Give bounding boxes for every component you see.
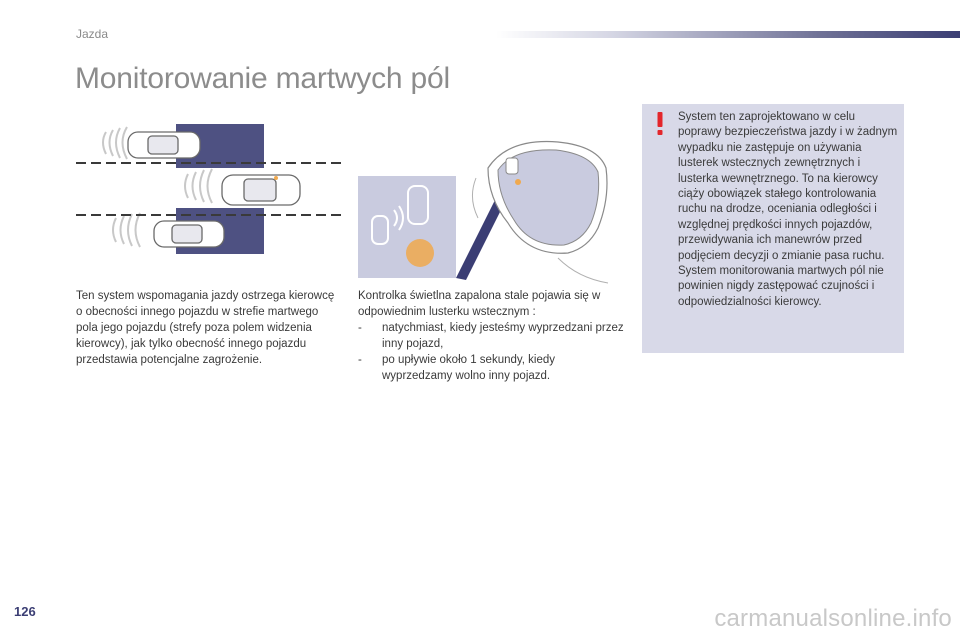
intro-paragraph: Ten system wspomagania jazdy ostrzega kierowcę o obecności innego pojazdu w strefie martwego pola jego pojazdu (strefy poza polem widzenia kierowcy), jak tylko obecność innego pojazdu przedstawia potencjalne zagrożenie. <box>76 290 335 366</box>
page-number: 126 <box>14 604 36 619</box>
warning-box <box>642 104 904 353</box>
exclamation-icon <box>656 112 664 136</box>
list-item <box>358 320 626 352</box>
list-item <box>358 352 626 384</box>
section-label: Jazda <box>76 27 109 41</box>
page-title: Monitorowanie martwych pól <box>75 62 450 95</box>
list-dash: - <box>358 322 362 334</box>
blind-spot-illustration <box>76 118 346 258</box>
indicator-panel <box>358 176 456 278</box>
indicator-description <box>358 288 626 384</box>
condition-list <box>358 320 626 384</box>
warning-text: System ten zaprojektowano w celu poprawy bezpieczeństwa jazdy i w żadnym wypadku nie zastępuje on używania lusterek wstecznych zewnętrznych i lusterka wewnętrznego. To na kierowcy ciąży obowiązek stałego kontrolowania ruchu na drodze, oceniania odległości i względnej prędkości innych pojazdów, przewidywania ich manewrów przed podjęciem decyzji o zmianie pasa ruchu. System monitorowania martwych pól nie powinien nigdy zastępować czujności i odpowiedzialności kierowcy. <box>678 111 898 308</box>
indicator-intro: Kontrolka świetlna zapalona stale pojawia się w odpowiednim lusterku wstecznym : <box>358 290 601 318</box>
list-item-text: po upływie około 1 sekundy, kiedy wyprzedzamy wolno inny pojazd. <box>382 354 556 382</box>
warning-lamp-icon <box>406 239 434 267</box>
list-dash: - <box>358 354 362 366</box>
watermark: carmanualsonline.info <box>714 605 952 632</box>
list-item-text: natychmiast, kiedy jesteśmy wyprzedzani przez inny pojazd, <box>382 322 624 350</box>
header-bar <box>496 31 960 38</box>
